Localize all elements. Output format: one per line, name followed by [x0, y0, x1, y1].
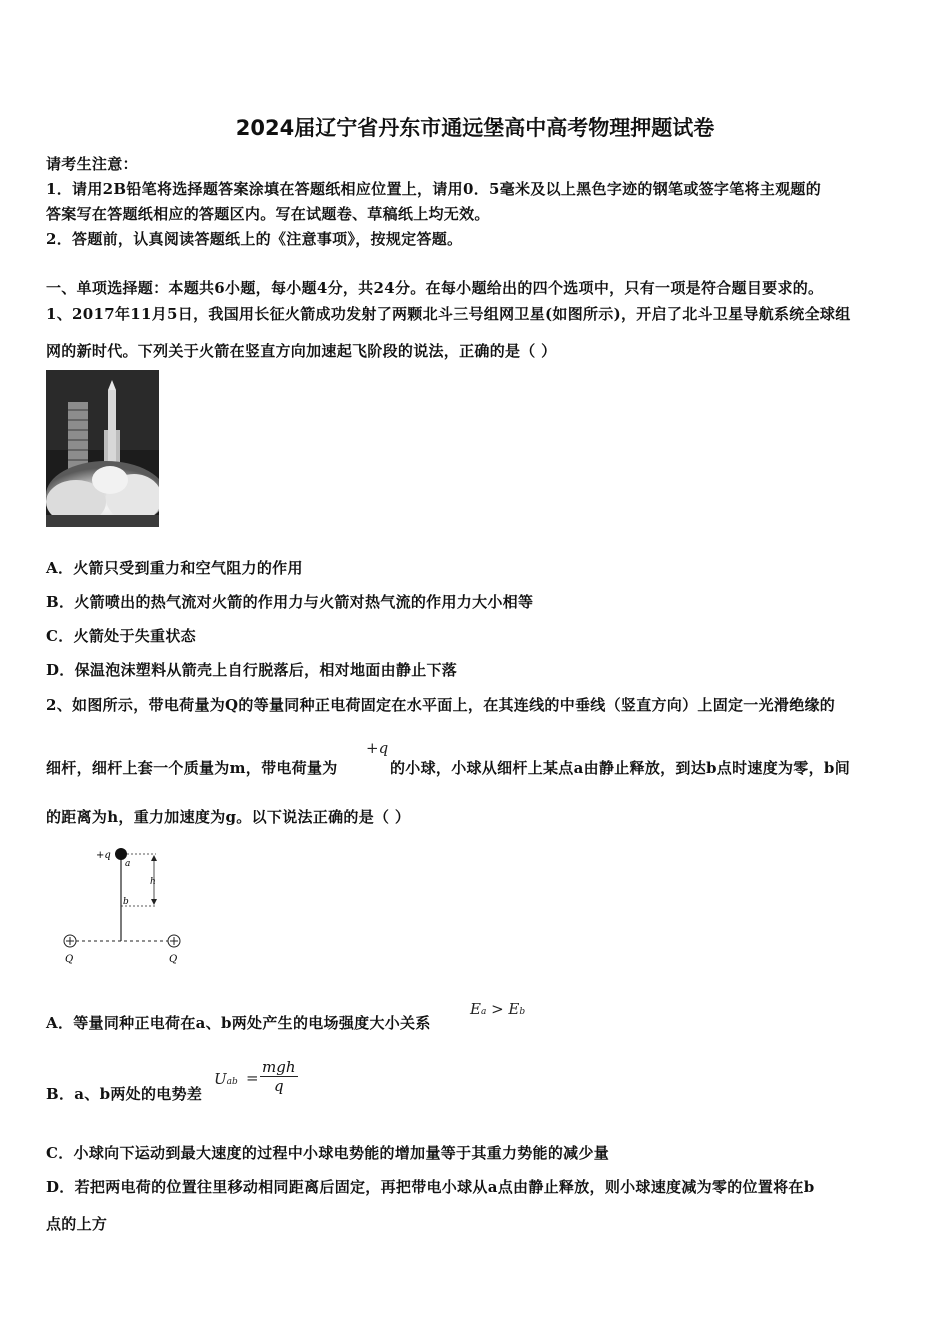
formula-e: E	[470, 1000, 481, 1018]
q2-option-a-formula	[470, 1000, 525, 1018]
q1-stem-line-1: 1、2017年11月5日，我国用长征火箭成功发射了两颗北斗三号组网卫星(如图所示)，开启了北斗卫星导航系统全球组	[46, 305, 851, 323]
q2-stem-line-1: 2、如图所示，带电荷量为Q的等量同种正电荷固定在水平面上，在其连线的中垂线（竖直方向）上固定一光滑绝缘的	[46, 696, 836, 714]
diagram-label-q-right: Q	[169, 954, 178, 965]
q2-charge-symbol: +q	[366, 739, 389, 757]
q2-stem-line-3: 的距离为h，重力加速度为g。以下说法正确的是（ ）	[46, 808, 411, 826]
q2-option-d-line-2: 点的上方	[46, 1215, 108, 1233]
q1-option-b: B．火箭喷出的热气流对火箭的作用力与火箭对热气流的作用力大小相等	[46, 593, 534, 611]
page-title: 2024届辽宁省丹东市通远堡高中高考物理押题试卷	[235, 116, 715, 140]
q2-option-b-eq: =	[246, 1069, 259, 1087]
section-1-heading: 一、单项选择题：本题共6小题，每小题4分，共24分。在每小题给出的四个选项中，只有一项是符合题目要求的。	[46, 279, 824, 297]
q2-option-b: B．a、b两处的电势差	[46, 1085, 203, 1103]
diagram-label-q: +q	[96, 850, 111, 861]
q1-option-c: C．火箭处于失重状态	[46, 627, 196, 645]
notice-item-1-line-1: 1．请用2B铅笔将选择题答案涂填在答题纸相应位置上，请用0．5毫米及以上黑色字迹的钢笔或签字笔将主观题的	[46, 180, 822, 198]
notice-item-1-line-2: 答案写在答题纸相应的答题区内。写在试题卷、草稿纸上均无效。	[46, 205, 490, 223]
fraction-denominator: q	[273, 1077, 284, 1095]
diagram-label-b: b	[123, 897, 129, 907]
q2-stem-line-2b: 的小球，小球从细杆上某点a由静止释放，到达b点时速度为零，b间	[390, 759, 850, 777]
notice-heading: 请考生注意：	[46, 155, 138, 173]
q2-option-a: A．等量同种正电荷在a、b两处产生的电场强度大小关系	[46, 1014, 431, 1032]
diagram-label-a: a	[125, 859, 131, 869]
formula-gt-e: > E	[486, 1000, 520, 1018]
diagram-label-h: h	[150, 877, 156, 887]
diagram-label-q-left: Q	[65, 954, 74, 965]
notice-item-2: 2．答题前，认真阅读答题纸上的《注意事项》，按规定答题。	[46, 230, 463, 248]
q2-option-b-fraction	[260, 1058, 298, 1095]
q1-stem-line-2: 网的新时代。下列关于火箭在竖直方向加速起飞阶段的说法，正确的是（ ）	[46, 342, 557, 360]
q2-stem-line-2a: 细杆，细杆上套一个质量为m，带电荷量为	[46, 759, 338, 777]
charge-rod-diagram	[44, 840, 194, 970]
formula-sub-a: a	[480, 1007, 487, 1017]
formula-u: U	[214, 1070, 227, 1088]
formula-sub-b: b	[519, 1007, 526, 1017]
q2-option-d-line-1: D．若把两电荷的位置往里移动相同距离后固定，再把带电小球从a点由静止释放，则小球速度减为零的位置将在b	[46, 1178, 815, 1196]
fraction-numerator: mgh	[262, 1058, 296, 1076]
q1-option-d: D．保温泡沫塑料从箭壳上自行脱落后，相对地面由静止下落	[46, 661, 458, 679]
q2-option-b-u	[214, 1070, 238, 1088]
rocket-launch-photo	[46, 370, 159, 527]
q2-option-c: C．小球向下运动到最大速度的过程中小球电势能的增加量等于其重力势能的减少量	[46, 1144, 610, 1162]
q1-option-a: A．火箭只受到重力和空气阻力的作用	[46, 559, 303, 577]
formula-sub-ab: ab	[226, 1077, 238, 1087]
